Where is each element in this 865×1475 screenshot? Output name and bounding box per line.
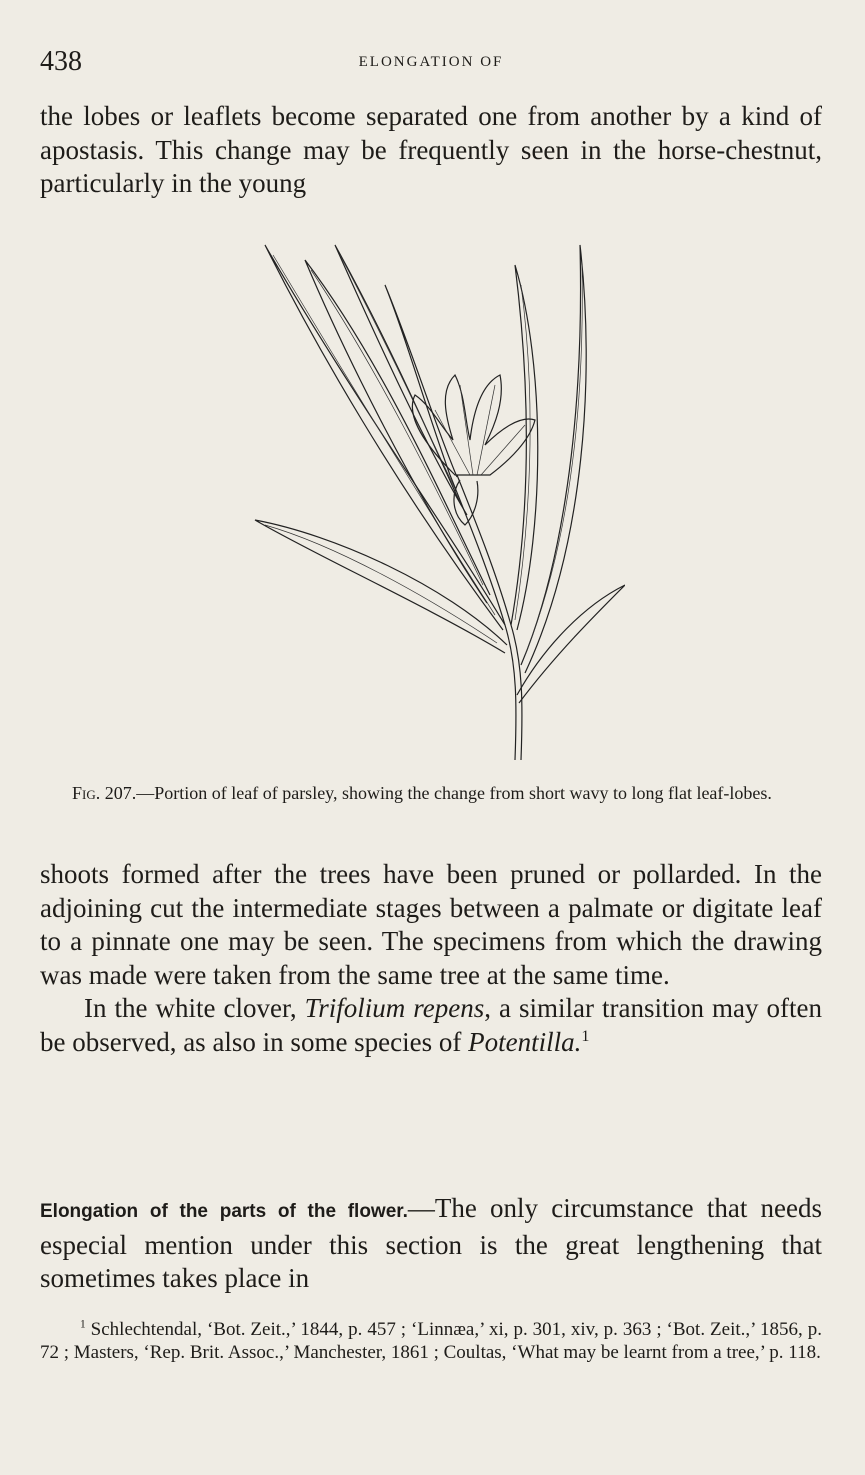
- section-text: —The only circumstance that needs especial mention under this section is the great lengthening that sometimes takes place in: [40, 1193, 822, 1294]
- section-heading: Elongation of the parts of the flower.: [40, 1201, 408, 1222]
- footnotes: [40, 1318, 822, 1364]
- lobe-left-4: [335, 245, 467, 515]
- footnote-text: Schlechtendal, ‘Bot. Zeit.,’ 1844, p. 457 ; ‘Linnæa,’ xi, p. 301, xiv, p. 363 ; ‘Bot. Zeit.,’ 1856, p. 72 ; Masters, ‘Rep. Brit. Assoc.,’ Manchester, 1861 ; Coultas, ‘What may be learnt from a tree,’ p. 118.: [40, 1319, 822, 1363]
- lobe-right-2: [521, 245, 586, 673]
- caption-text: —Portion of leaf of parsley, showing the change from short wavy to long flat leaf-lobes.: [136, 783, 772, 803]
- paragraph-middle: [40, 858, 822, 1060]
- paragraph-1-text: the lobes or leaflets become separated one from another by a kind of apostasis. This change may be frequently seen in the horse-chestnut, particularly in the young: [40, 101, 822, 199]
- paragraph-2-text: shoots formed after the trees have been pruned or pollarded. In the adjoining cut the intermediate stages between a palmate or digitate leaf to a pinnate one may be seen. The specimens from which the drawing was made were taken from the same tree at the same time.: [40, 859, 822, 990]
- running-title: ELONGATION OF: [358, 54, 504, 70]
- paragraph-3-before: In the white clover,: [84, 993, 305, 1024]
- caption-label: Fig. 207.: [72, 783, 137, 803]
- footnote-ref: 1: [581, 1026, 590, 1045]
- stem: [450, 475, 516, 760]
- lobe-left-2: [305, 260, 490, 603]
- page-number: 438: [40, 46, 82, 77]
- paragraph-top: [40, 100, 822, 201]
- footnote-number: 1: [80, 1318, 86, 1331]
- lobe-left-3: [255, 520, 507, 653]
- figure-207: [225, 225, 625, 770]
- genus-name: Potentilla.: [468, 1026, 582, 1057]
- figure-caption: [72, 782, 820, 805]
- paragraph-3-middle: , a similar transition may often be observed, as also in some species of: [40, 993, 822, 1057]
- running-head: [40, 46, 822, 82]
- species-name: Trifolium repens: [304, 993, 485, 1024]
- lobe-right-1: [511, 265, 538, 630]
- lobe-right-3: [517, 585, 625, 703]
- section-flower-elongation: [40, 1192, 822, 1296]
- footnote-1: [40, 1318, 822, 1364]
- paragraph-3: [40, 992, 822, 1059]
- parsley-leaf-illustration: [225, 225, 625, 770]
